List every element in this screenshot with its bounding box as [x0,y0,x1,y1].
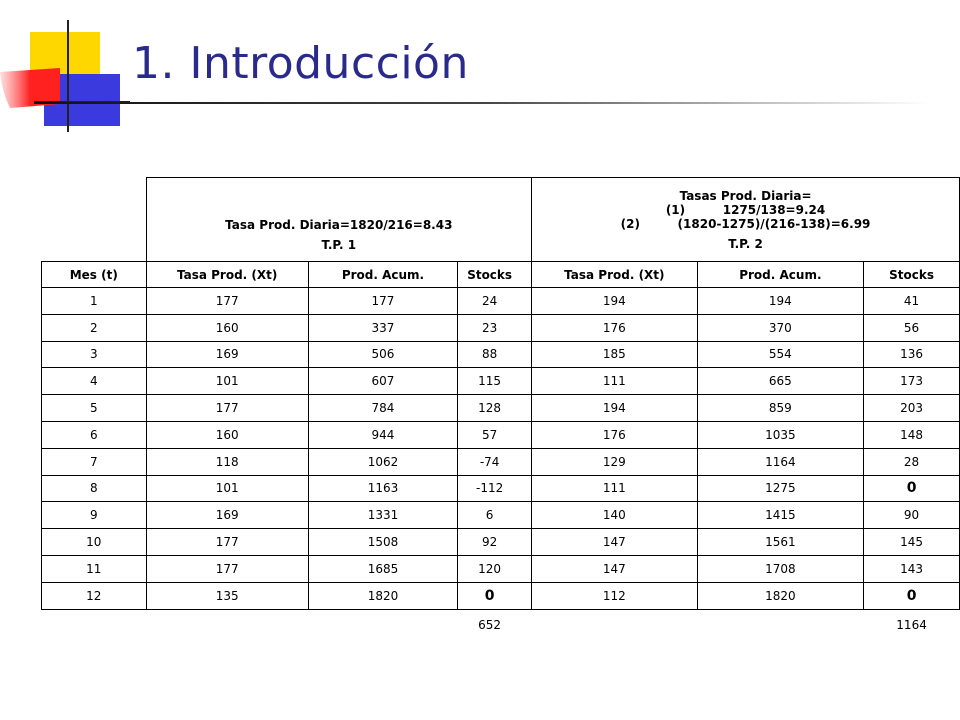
table-row [42,341,960,368]
cell-prod-acum-2: 1164 [697,448,864,475]
cell-tasa-prod-1: 177 [146,395,308,422]
cell-tasa-prod-1: 177 [146,288,308,315]
cell-mes: 9 [42,502,147,529]
table-row [42,582,960,609]
cell-stocks-2: 28 [864,448,960,475]
table-row [42,502,960,529]
totals-empty [42,609,147,640]
cell-tasa-prod-1: 135 [146,582,308,609]
group-header-tp2 [532,178,960,262]
cell-prod-acum-1: 1508 [308,529,457,556]
total-stocks-tp1: 652 [478,617,502,632]
table-row [42,448,960,475]
cell-tasa-prod-1: 101 [146,368,308,395]
cell-stocks-2: 203 [864,395,960,422]
cell-prod-acum-1: 1331 [308,502,457,529]
header-tasa-prod-2: Tasa Prod. (Xt) [532,262,698,288]
table-row [42,475,960,502]
cell-prod-acum-2: 1035 [697,421,864,448]
cell-tasa-prod-2: 176 [532,421,698,448]
cell-stocks-1: 128 [458,395,532,422]
cell-prod-acum-2: 1275 [697,475,864,502]
table-row [42,288,960,315]
cell-prod-acum-2: 554 [697,341,864,368]
cell-prod-acum-1: 1163 [308,475,457,502]
cell-mes: 3 [42,341,147,368]
table-row [42,555,960,582]
tp2-label: T.P. 2 [728,236,763,251]
cell-prod-acum-1: 944 [308,421,457,448]
cell-prod-acum-1: 506 [308,341,457,368]
cell-stocks-2: 90 [864,502,960,529]
cell-prod-acum-2: 1708 [697,555,864,582]
cell-tasa-prod-2: 194 [532,288,698,315]
cell-mes: 2 [42,314,147,341]
cell-tasa-prod-1: 177 [146,529,308,556]
total-stocks-tp2: 1164 [896,617,927,632]
cell-mes: 10 [42,529,147,556]
cell-prod-acum-1: 177 [308,288,457,315]
cell-tasa-prod-1: 169 [146,341,308,368]
column-header-row [42,262,960,288]
title-underline [34,102,930,104]
cell-stocks-1: 6 [458,502,532,529]
cell-prod-acum-1: 337 [308,314,457,341]
cell-stocks-1: 0 [458,582,532,609]
totals-row [42,609,960,640]
header-prod-acum-1: Prod. Acum. [308,262,457,288]
cell-tasa-prod-2: 112 [532,582,698,609]
cell-stocks-2: 143 [864,555,960,582]
cell-prod-acum-2: 1415 [697,502,864,529]
cell-mes: 11 [42,555,147,582]
table-body [42,288,960,610]
cell-mes: 1 [42,288,147,315]
slide-title: 1. Introducción [132,38,469,89]
header-prod-acum-2: Prod. Acum. [697,262,864,288]
cell-tasa-prod-2: 147 [532,555,698,582]
totals-empty [308,609,457,640]
group-header-row [42,178,960,262]
tp1-rate-line: Tasa Prod. Diaria=1820/216=8.43 [225,217,453,232]
cell-stocks-1: -74 [458,448,532,475]
tp2-rate-line-3: (2) (1820-1275)/(216-138)=6.99 [620,216,871,231]
cell-tasa-prod-1: 169 [146,502,308,529]
cell-tasa-prod-1: 177 [146,555,308,582]
header-stocks-1: Stocks [458,262,532,288]
cell-prod-acum-2: 859 [697,395,864,422]
header-tasa-prod-1: Tasa Prod. (Xt) [146,262,308,288]
cell-stocks-1: -112 [458,475,532,502]
cell-tasa-prod-2: 111 [532,475,698,502]
cell-tasa-prod-1: 160 [146,314,308,341]
tp2-rate-line-2: (1) 1275/138=9.24 [665,202,826,217]
cell-stocks-1: 88 [458,341,532,368]
cell-stocks-2: 145 [864,529,960,556]
cell-mes: 5 [42,395,147,422]
header-stocks-2: Stocks [864,262,960,288]
cell-stocks-1: 120 [458,555,532,582]
cell-prod-acum-1: 1820 [308,582,457,609]
group-header-tp1 [146,178,532,262]
cell-tasa-prod-1: 101 [146,475,308,502]
cell-stocks-2: 136 [864,341,960,368]
cell-prod-acum-2: 370 [697,314,864,341]
empty-corner-cell [42,178,147,262]
cell-stocks-2: 56 [864,314,960,341]
totals-empty [697,609,864,640]
tp2-rate-line-1: Tasas Prod. Diaria= [679,188,812,203]
production-table [41,177,960,640]
cell-prod-acum-2: 1820 [697,582,864,609]
totals-empty [532,609,698,640]
tp1-label: T.P. 1 [321,237,357,252]
cell-prod-acum-1: 607 [308,368,457,395]
cell-tasa-prod-2: 140 [532,502,698,529]
table-row [42,314,960,341]
cell-prod-acum-2: 1561 [697,529,864,556]
cell-prod-acum-1: 784 [308,395,457,422]
cell-mes: 8 [42,475,147,502]
decorative-corner-graphic [0,0,130,140]
cell-stocks-2: 0 [864,582,960,609]
cell-tasa-prod-2: 111 [532,368,698,395]
cell-stocks-2: 41 [864,288,960,315]
table-row [42,395,960,422]
cell-tasa-prod-1: 160 [146,421,308,448]
totals-empty [146,609,308,640]
cell-prod-acum-1: 1062 [308,448,457,475]
cell-tasa-prod-2: 194 [532,395,698,422]
cell-tasa-prod-1: 118 [146,448,308,475]
cell-mes: 4 [42,368,147,395]
cell-tasa-prod-2: 176 [532,314,698,341]
cell-stocks-1: 92 [458,529,532,556]
cell-stocks-1: 24 [458,288,532,315]
cell-prod-acum-2: 665 [697,368,864,395]
cell-tasa-prod-2: 147 [532,529,698,556]
cell-stocks-1: 57 [458,421,532,448]
cell-stocks-2: 148 [864,421,960,448]
cell-mes: 7 [42,448,147,475]
cell-stocks-2: 0 [864,475,960,502]
table-row [42,529,960,556]
cell-tasa-prod-2: 129 [532,448,698,475]
header-mes: Mes (t) [42,262,147,288]
cell-stocks-2: 173 [864,368,960,395]
cell-stocks-1: 115 [458,368,532,395]
table-row [42,368,960,395]
table-row [42,421,960,448]
cell-prod-acum-1: 1685 [308,555,457,582]
cell-mes: 12 [42,582,147,609]
cell-tasa-prod-2: 185 [532,341,698,368]
cell-mes: 6 [42,421,147,448]
cell-stocks-1: 23 [458,314,532,341]
cell-prod-acum-2: 194 [697,288,864,315]
